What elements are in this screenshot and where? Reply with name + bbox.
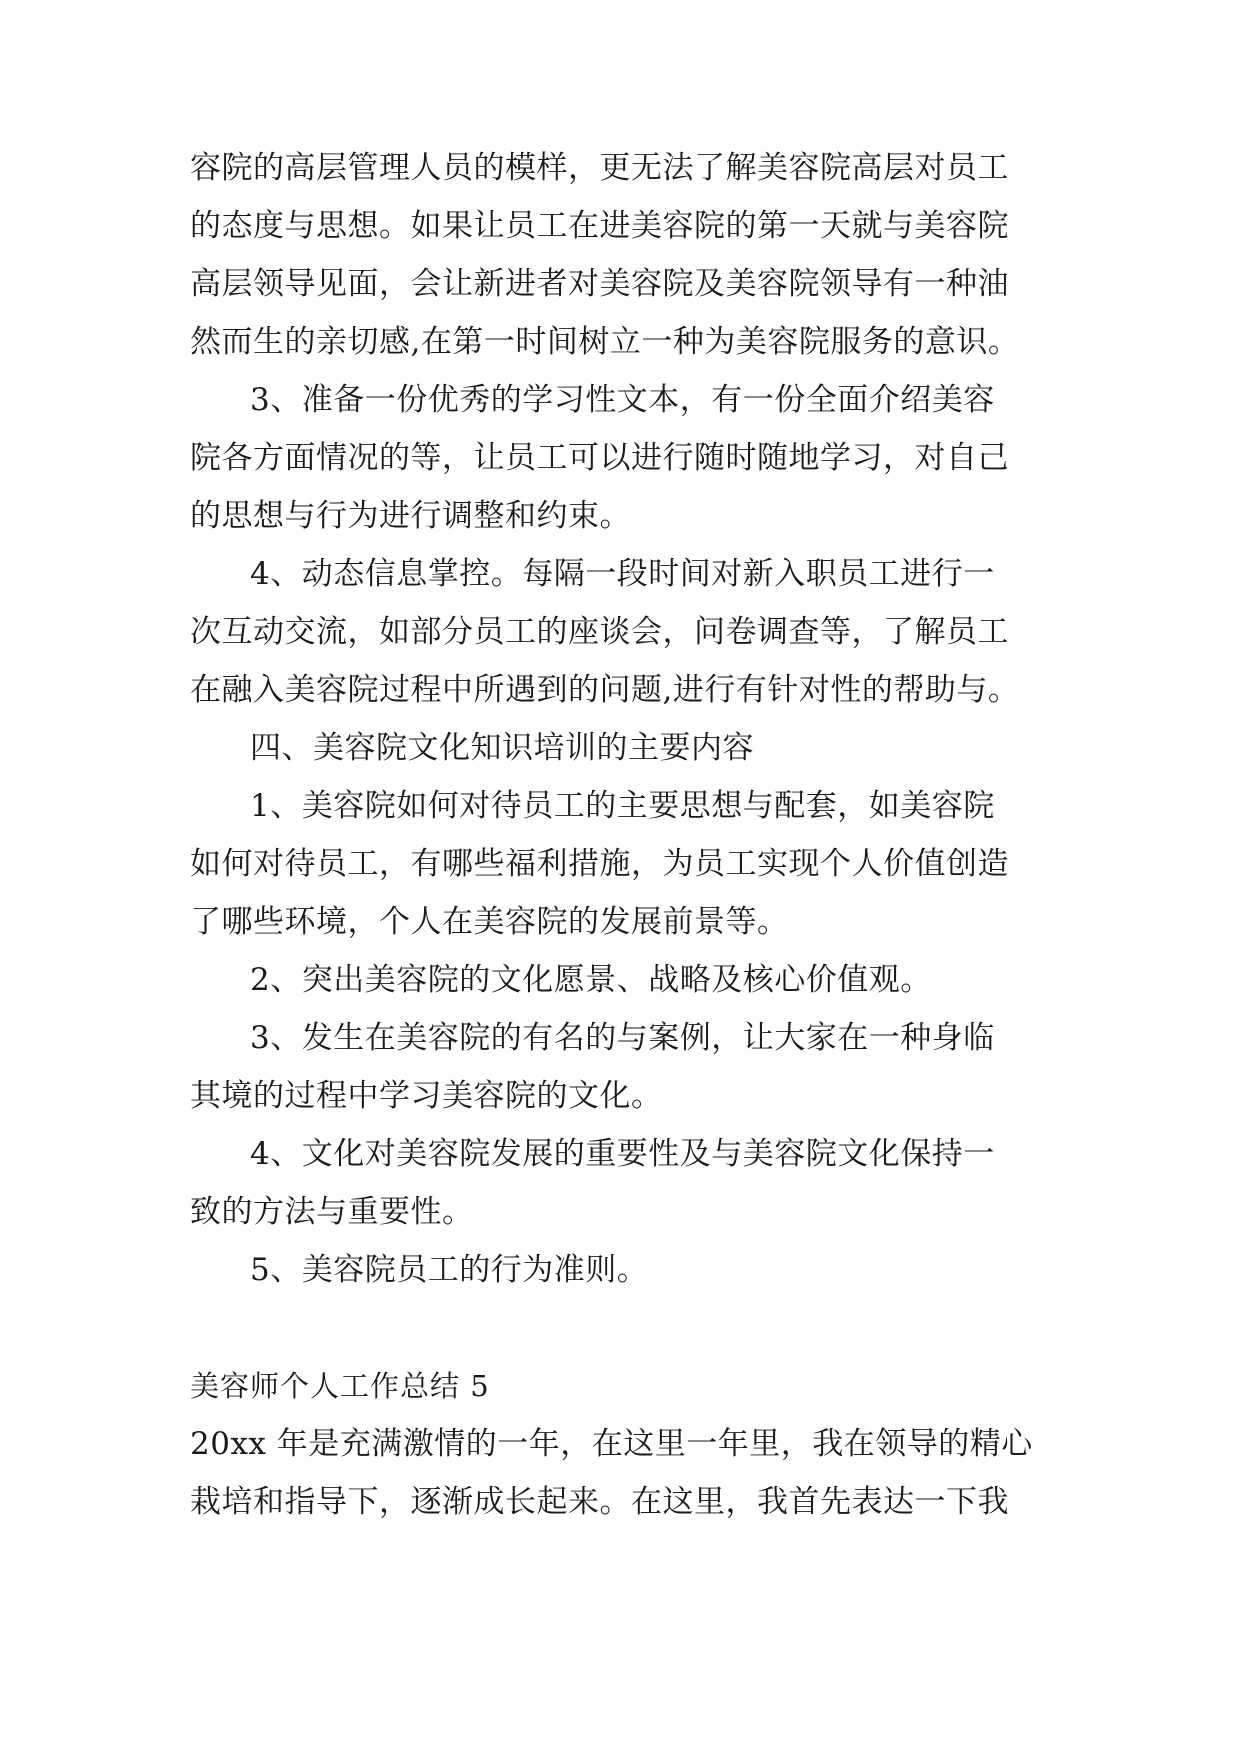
- paragraph-line: 栽培和指导下，逐渐成长起来。在这里，我首先表达一下我: [190, 1484, 1009, 1520]
- paragraph-line: 院各方面情况的等，让员工可以进行随时随地学习，对自己: [190, 440, 1009, 476]
- paragraph-line: 如何对待员工，有哪些福利措施，为员工实现个人价值创造: [190, 846, 1009, 882]
- paragraph-line: 4、文化对美容院发展的重要性及与美容院文化保持一: [250, 1136, 995, 1172]
- paragraph-line: 了哪些环境，个人在美容院的发展前景等。: [190, 904, 789, 940]
- paragraph-line: 5、美容院员工的行为准则。: [250, 1252, 649, 1288]
- paragraph-line: 致的方法与重要性。: [190, 1194, 474, 1230]
- paragraph-line: 20xx 年是充满激情的一年，在这里一年里，我在领导的精心: [190, 1426, 1033, 1462]
- paragraph-line: 3、发生在美容院的有名的与案例，让大家在一种身临: [250, 1020, 995, 1056]
- paragraph-line: 高层领导见面，会让新进者对美容院及美容院领导有一种油: [190, 266, 1009, 302]
- paragraph-line: 2、突出美容院的文化愿景、战略及核心价值观。: [250, 962, 932, 998]
- paragraph-line: 的思想与行为进行调整和约束。: [190, 498, 631, 534]
- paragraph-line: 3、准备一份优秀的学习性文本，有一份全面介绍美容: [250, 382, 995, 418]
- paragraph-line: 然而生的亲切感,在第一时间树立一种为美容院服务的意识。: [190, 324, 1020, 360]
- paragraph-line: 容院的高层管理人员的模样，更无法了解美容院高层对员工: [190, 150, 1009, 186]
- paragraph-line: 1、美容院如何对待员工的主要思想与配套，如美容院: [250, 788, 995, 824]
- paragraph-line: 在融入美容院过程中所遇到的问题,进行有针对性的帮助与。: [190, 672, 1020, 708]
- section-heading: 四、美容院文化知识培训的主要内容: [250, 730, 754, 766]
- document-title: 美容师个人工作总结 5: [190, 1369, 490, 1403]
- paragraph-line: 次互动交流，如部分员工的座谈会，问卷调查等，了解员工: [190, 614, 1009, 650]
- paragraph-line: 4、动态信息掌控。每隔一段时间对新入职员工进行一: [250, 556, 995, 592]
- paragraph-line: 其境的过程中学习美容院的文化。: [190, 1078, 663, 1114]
- paragraph-line: 的态度与思想。如果让员工在进美容院的第一天就与美容院: [190, 208, 1009, 244]
